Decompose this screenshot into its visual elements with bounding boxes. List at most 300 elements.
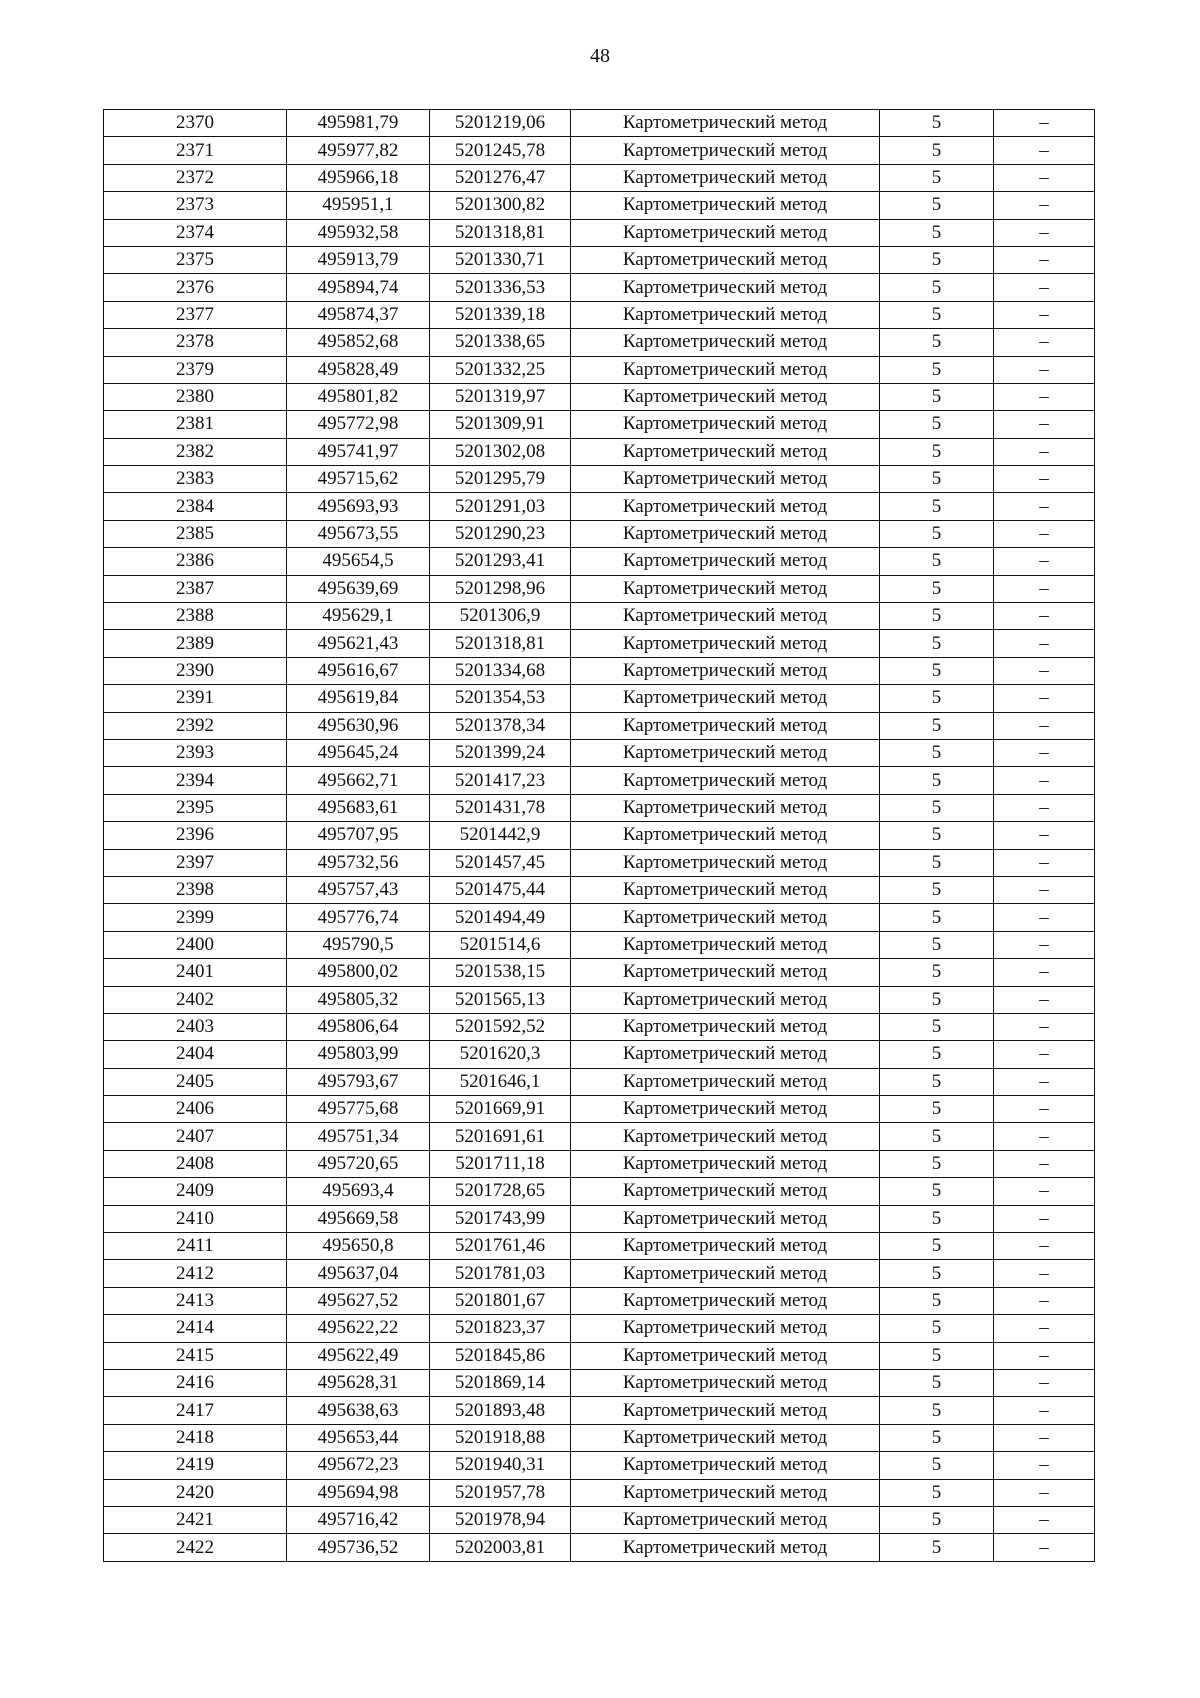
point-number-cell: 2416 <box>104 1369 287 1396</box>
point-number-cell: 2407 <box>104 1123 287 1150</box>
description-cell: – <box>994 630 1095 657</box>
description-cell: – <box>994 1397 1095 1424</box>
description-cell: – <box>994 794 1095 821</box>
x-coordinate-cell: 495621,43 <box>287 630 430 657</box>
description-cell: – <box>994 1096 1095 1123</box>
x-coordinate-cell: 495654,5 <box>287 548 430 575</box>
y-coordinate-cell: 5201298,96 <box>430 575 571 602</box>
table-row <box>104 1178 1095 1205</box>
table-row <box>104 876 1095 903</box>
description-cell: – <box>994 931 1095 958</box>
x-coordinate-cell: 495932,58 <box>287 219 430 246</box>
accuracy-cell: 5 <box>880 1397 994 1424</box>
point-number-cell: 2410 <box>104 1205 287 1232</box>
x-coordinate-cell: 495619,84 <box>287 685 430 712</box>
method-cell: Картометрический метод <box>571 274 880 301</box>
accuracy-cell: 5 <box>880 1369 994 1396</box>
table-row <box>104 712 1095 739</box>
accuracy-cell: 5 <box>880 1287 994 1314</box>
y-coordinate-cell: 5201302,08 <box>430 438 571 465</box>
method-cell: Картометрический метод <box>571 438 880 465</box>
point-number-cell: 2400 <box>104 931 287 958</box>
table-row <box>104 1013 1095 1040</box>
point-number-cell: 2374 <box>104 219 287 246</box>
accuracy-cell: 5 <box>880 739 994 766</box>
accuracy-cell: 5 <box>880 164 994 191</box>
method-cell: Картометрический метод <box>571 219 880 246</box>
accuracy-cell: 5 <box>880 1123 994 1150</box>
point-number-cell: 2406 <box>104 1096 287 1123</box>
x-coordinate-cell: 495616,67 <box>287 657 430 684</box>
table-row <box>104 246 1095 273</box>
x-coordinate-cell: 495645,24 <box>287 739 430 766</box>
y-coordinate-cell: 5201306,9 <box>430 603 571 630</box>
description-cell: – <box>994 1479 1095 1506</box>
y-coordinate-cell: 5201330,71 <box>430 246 571 273</box>
method-cell: Картометрический метод <box>571 1096 880 1123</box>
description-cell: – <box>994 876 1095 903</box>
point-number-cell: 2383 <box>104 466 287 493</box>
description-cell: – <box>994 904 1095 931</box>
method-cell: Картометрический метод <box>571 931 880 958</box>
y-coordinate-cell: 5201620,3 <box>430 1041 571 1068</box>
method-cell: Картометрический метод <box>571 657 880 684</box>
y-coordinate-cell: 5201691,61 <box>430 1123 571 1150</box>
accuracy-cell: 5 <box>880 630 994 657</box>
accuracy-cell: 5 <box>880 1068 994 1095</box>
point-number-cell: 2388 <box>104 603 287 630</box>
method-cell: Картометрический метод <box>571 411 880 438</box>
accuracy-cell: 5 <box>880 1506 994 1533</box>
x-coordinate-cell: 495977,82 <box>287 137 430 164</box>
method-cell: Картометрический метод <box>571 822 880 849</box>
method-cell: Картометрический метод <box>571 794 880 821</box>
y-coordinate-cell: 5201592,52 <box>430 1013 571 1040</box>
accuracy-cell: 5 <box>880 1534 994 1561</box>
description-cell: – <box>994 438 1095 465</box>
description-cell: – <box>994 1205 1095 1232</box>
table-row <box>104 274 1095 301</box>
y-coordinate-cell: 5201978,94 <box>430 1506 571 1533</box>
description-cell: – <box>994 520 1095 547</box>
description-cell: – <box>994 274 1095 301</box>
table-row <box>104 1205 1095 1232</box>
y-coordinate-cell: 5201711,18 <box>430 1150 571 1177</box>
accuracy-cell: 5 <box>880 1013 994 1040</box>
method-cell: Картометрический метод <box>571 1123 880 1150</box>
point-number-cell: 2394 <box>104 767 287 794</box>
point-number-cell: 2396 <box>104 822 287 849</box>
description-cell: – <box>994 767 1095 794</box>
y-coordinate-cell: 5201318,81 <box>430 630 571 657</box>
table-row <box>104 575 1095 602</box>
description-cell: – <box>994 411 1095 438</box>
method-cell: Картометрический метод <box>571 1452 880 1479</box>
method-cell: Картометрический метод <box>571 1260 880 1287</box>
accuracy-cell: 5 <box>880 356 994 383</box>
method-cell: Картометрический метод <box>571 1150 880 1177</box>
x-coordinate-cell: 495801,82 <box>287 383 430 410</box>
table-row <box>104 137 1095 164</box>
method-cell: Картометрический метод <box>571 1342 880 1369</box>
accuracy-cell: 5 <box>880 959 994 986</box>
point-number-cell: 2390 <box>104 657 287 684</box>
y-coordinate-cell: 5201295,79 <box>430 466 571 493</box>
method-cell: Картометрический метод <box>571 1178 880 1205</box>
table-row <box>104 301 1095 328</box>
point-number-cell: 2371 <box>104 137 287 164</box>
accuracy-cell: 5 <box>880 192 994 219</box>
x-coordinate-cell: 495715,62 <box>287 466 430 493</box>
x-coordinate-cell: 495757,43 <box>287 876 430 903</box>
description-cell: – <box>994 822 1095 849</box>
y-coordinate-cell: 5201457,45 <box>430 849 571 876</box>
point-number-cell: 2393 <box>104 739 287 766</box>
method-cell: Картометрический метод <box>571 739 880 766</box>
y-coordinate-cell: 5201378,34 <box>430 712 571 739</box>
point-number-cell: 2392 <box>104 712 287 739</box>
x-coordinate-cell: 495673,55 <box>287 520 430 547</box>
y-coordinate-cell: 5201442,9 <box>430 822 571 849</box>
table-row <box>104 685 1095 712</box>
method-cell: Картометрический метод <box>571 493 880 520</box>
table-row <box>104 1260 1095 1287</box>
x-coordinate-cell: 495793,67 <box>287 1068 430 1095</box>
description-cell: – <box>994 192 1095 219</box>
description-cell: – <box>994 712 1095 739</box>
x-coordinate-cell: 495693,4 <box>287 1178 430 1205</box>
accuracy-cell: 5 <box>880 1233 994 1260</box>
x-coordinate-cell: 495852,68 <box>287 329 430 356</box>
x-coordinate-cell: 495966,18 <box>287 164 430 191</box>
point-number-cell: 2405 <box>104 1068 287 1095</box>
x-coordinate-cell: 495629,1 <box>287 603 430 630</box>
y-coordinate-cell: 5201417,23 <box>430 767 571 794</box>
accuracy-cell: 5 <box>880 849 994 876</box>
x-coordinate-cell: 495628,31 <box>287 1369 430 1396</box>
description-cell: – <box>994 1041 1095 1068</box>
point-number-cell: 2402 <box>104 986 287 1013</box>
description-cell: – <box>994 301 1095 328</box>
x-coordinate-cell: 495653,44 <box>287 1424 430 1451</box>
method-cell: Картометрический метод <box>571 1233 880 1260</box>
point-number-cell: 2420 <box>104 1479 287 1506</box>
point-number-cell: 2376 <box>104 274 287 301</box>
table-row <box>104 1506 1095 1533</box>
point-number-cell: 2395 <box>104 794 287 821</box>
description-cell: – <box>994 1369 1095 1396</box>
description-cell: – <box>994 575 1095 602</box>
point-number-cell: 2379 <box>104 356 287 383</box>
table-row <box>104 356 1095 383</box>
y-coordinate-cell: 5201354,53 <box>430 685 571 712</box>
y-coordinate-cell: 5201669,91 <box>430 1096 571 1123</box>
method-cell: Картометрический метод <box>571 1287 880 1314</box>
method-cell: Картометрический метод <box>571 1506 880 1533</box>
description-cell: – <box>994 657 1095 684</box>
method-cell: Картометрический метод <box>571 1205 880 1232</box>
description-cell: – <box>994 110 1095 137</box>
description-cell: – <box>994 1233 1095 1260</box>
method-cell: Картометрический метод <box>571 712 880 739</box>
y-coordinate-cell: 5201332,25 <box>430 356 571 383</box>
point-number-cell: 2381 <box>104 411 287 438</box>
method-cell: Картометрический метод <box>571 904 880 931</box>
y-coordinate-cell: 5201728,65 <box>430 1178 571 1205</box>
table-row <box>104 630 1095 657</box>
x-coordinate-cell: 495732,56 <box>287 849 430 876</box>
x-coordinate-cell: 495720,65 <box>287 1150 430 1177</box>
description-cell: – <box>994 493 1095 520</box>
y-coordinate-cell: 5201219,06 <box>430 110 571 137</box>
y-coordinate-cell: 5201339,18 <box>430 301 571 328</box>
accuracy-cell: 5 <box>880 1150 994 1177</box>
point-number-cell: 2387 <box>104 575 287 602</box>
y-coordinate-cell: 5201309,91 <box>430 411 571 438</box>
table-row <box>104 466 1095 493</box>
accuracy-cell: 5 <box>880 657 994 684</box>
description-cell: – <box>994 383 1095 410</box>
x-coordinate-cell: 495775,68 <box>287 1096 430 1123</box>
point-number-cell: 2384 <box>104 493 287 520</box>
table-row <box>104 110 1095 137</box>
point-number-cell: 2389 <box>104 630 287 657</box>
method-cell: Картометрический метод <box>571 137 880 164</box>
accuracy-cell: 5 <box>880 1260 994 1287</box>
table-row <box>104 548 1095 575</box>
y-coordinate-cell: 5201318,81 <box>430 219 571 246</box>
y-coordinate-cell: 5201293,41 <box>430 548 571 575</box>
table-row <box>104 1233 1095 1260</box>
accuracy-cell: 5 <box>880 137 994 164</box>
table-row <box>104 1424 1095 1451</box>
y-coordinate-cell: 5201845,86 <box>430 1342 571 1369</box>
point-number-cell: 2415 <box>104 1342 287 1369</box>
y-coordinate-cell: 5201245,78 <box>430 137 571 164</box>
method-cell: Картометрический метод <box>571 301 880 328</box>
point-number-cell: 2401 <box>104 959 287 986</box>
point-number-cell: 2399 <box>104 904 287 931</box>
x-coordinate-cell: 495951,1 <box>287 192 430 219</box>
table-row <box>104 1479 1095 1506</box>
table-row <box>104 1287 1095 1314</box>
table-row <box>104 1452 1095 1479</box>
accuracy-cell: 5 <box>880 301 994 328</box>
accuracy-cell: 5 <box>880 931 994 958</box>
method-cell: Картометрический метод <box>571 329 880 356</box>
description-cell: – <box>994 1342 1095 1369</box>
point-number-cell: 2378 <box>104 329 287 356</box>
table-row <box>104 1068 1095 1095</box>
table-row <box>104 1041 1095 1068</box>
y-coordinate-cell: 5201290,23 <box>430 520 571 547</box>
table-row <box>104 849 1095 876</box>
method-cell: Картометрический метод <box>571 876 880 903</box>
x-coordinate-cell: 495805,32 <box>287 986 430 1013</box>
accuracy-cell: 5 <box>880 575 994 602</box>
method-cell: Картометрический метод <box>571 383 880 410</box>
accuracy-cell: 5 <box>880 1178 994 1205</box>
coordinates-table-body <box>104 110 1095 1562</box>
description-cell: – <box>994 1506 1095 1533</box>
accuracy-cell: 5 <box>880 246 994 273</box>
table-row <box>104 603 1095 630</box>
table-row <box>104 1315 1095 1342</box>
y-coordinate-cell: 5201646,1 <box>430 1068 571 1095</box>
point-number-cell: 2382 <box>104 438 287 465</box>
table-row <box>104 739 1095 766</box>
point-number-cell: 2411 <box>104 1233 287 1260</box>
accuracy-cell: 5 <box>880 767 994 794</box>
description-cell: – <box>994 1123 1095 1150</box>
description-cell: – <box>994 137 1095 164</box>
accuracy-cell: 5 <box>880 329 994 356</box>
point-number-cell: 2375 <box>104 246 287 273</box>
page-number: 48 <box>590 45 610 67</box>
description-cell: – <box>994 219 1095 246</box>
x-coordinate-cell: 495627,52 <box>287 1287 430 1314</box>
accuracy-cell: 5 <box>880 603 994 630</box>
description-cell: – <box>994 603 1095 630</box>
y-coordinate-cell: 5201291,03 <box>430 493 571 520</box>
y-coordinate-cell: 5201399,24 <box>430 739 571 766</box>
accuracy-cell: 5 <box>880 493 994 520</box>
y-coordinate-cell: 5201538,15 <box>430 959 571 986</box>
point-number-cell: 2422 <box>104 1534 287 1561</box>
accuracy-cell: 5 <box>880 548 994 575</box>
x-coordinate-cell: 495630,96 <box>287 712 430 739</box>
x-coordinate-cell: 495800,02 <box>287 959 430 986</box>
method-cell: Картометрический метод <box>571 1534 880 1561</box>
method-cell: Картометрический метод <box>571 1397 880 1424</box>
method-cell: Картометрический метод <box>571 1041 880 1068</box>
accuracy-cell: 5 <box>880 1479 994 1506</box>
method-cell: Картометрический метод <box>571 575 880 602</box>
y-coordinate-cell: 5201431,78 <box>430 794 571 821</box>
x-coordinate-cell: 495672,23 <box>287 1452 430 1479</box>
point-number-cell: 2397 <box>104 849 287 876</box>
description-cell: – <box>994 1068 1095 1095</box>
accuracy-cell: 5 <box>880 383 994 410</box>
method-cell: Картометрический метод <box>571 1424 880 1451</box>
method-cell: Картометрический метод <box>571 767 880 794</box>
point-number-cell: 2403 <box>104 1013 287 1040</box>
description-cell: – <box>994 986 1095 1013</box>
accuracy-cell: 5 <box>880 520 994 547</box>
description-cell: – <box>994 849 1095 876</box>
y-coordinate-cell: 5201300,82 <box>430 192 571 219</box>
point-number-cell: 2408 <box>104 1150 287 1177</box>
table-row <box>104 520 1095 547</box>
y-coordinate-cell: 5202003,81 <box>430 1534 571 1561</box>
method-cell: Картометрический метод <box>571 1479 880 1506</box>
y-coordinate-cell: 5201565,13 <box>430 986 571 1013</box>
x-coordinate-cell: 495803,99 <box>287 1041 430 1068</box>
y-coordinate-cell: 5201319,97 <box>430 383 571 410</box>
accuracy-cell: 5 <box>880 274 994 301</box>
accuracy-cell: 5 <box>880 904 994 931</box>
coordinates-table <box>103 109 1095 1562</box>
x-coordinate-cell: 495716,42 <box>287 1506 430 1533</box>
accuracy-cell: 5 <box>880 712 994 739</box>
y-coordinate-cell: 5201940,31 <box>430 1452 571 1479</box>
y-coordinate-cell: 5201514,6 <box>430 931 571 958</box>
table-row <box>104 794 1095 821</box>
y-coordinate-cell: 5201893,48 <box>430 1397 571 1424</box>
accuracy-cell: 5 <box>880 876 994 903</box>
x-coordinate-cell: 495638,63 <box>287 1397 430 1424</box>
table-row <box>104 438 1095 465</box>
method-cell: Картометрический метод <box>571 110 880 137</box>
x-coordinate-cell: 495790,5 <box>287 931 430 958</box>
table-row <box>104 767 1095 794</box>
table-row <box>104 822 1095 849</box>
accuracy-cell: 5 <box>880 466 994 493</box>
accuracy-cell: 5 <box>880 685 994 712</box>
accuracy-cell: 5 <box>880 822 994 849</box>
y-coordinate-cell: 5201823,37 <box>430 1315 571 1342</box>
table-row <box>104 657 1095 684</box>
method-cell: Картометрический метод <box>571 548 880 575</box>
description-cell: – <box>994 1452 1095 1479</box>
x-coordinate-cell: 495683,61 <box>287 794 430 821</box>
description-cell: – <box>994 1260 1095 1287</box>
description-cell: – <box>994 959 1095 986</box>
x-coordinate-cell: 495776,74 <box>287 904 430 931</box>
x-coordinate-cell: 495637,04 <box>287 1260 430 1287</box>
accuracy-cell: 5 <box>880 1424 994 1451</box>
description-cell: – <box>994 1013 1095 1040</box>
method-cell: Картометрический метод <box>571 164 880 191</box>
point-number-cell: 2372 <box>104 164 287 191</box>
point-number-cell: 2413 <box>104 1287 287 1314</box>
description-cell: – <box>994 1150 1095 1177</box>
accuracy-cell: 5 <box>880 219 994 246</box>
accuracy-cell: 5 <box>880 438 994 465</box>
x-coordinate-cell: 495874,37 <box>287 301 430 328</box>
y-coordinate-cell: 5201475,44 <box>430 876 571 903</box>
accuracy-cell: 5 <box>880 794 994 821</box>
point-number-cell: 2409 <box>104 1178 287 1205</box>
description-cell: – <box>994 739 1095 766</box>
x-coordinate-cell: 495707,95 <box>287 822 430 849</box>
y-coordinate-cell: 5201781,03 <box>430 1260 571 1287</box>
y-coordinate-cell: 5201336,53 <box>430 274 571 301</box>
point-number-cell: 2414 <box>104 1315 287 1342</box>
method-cell: Картометрический метод <box>571 630 880 657</box>
point-number-cell: 2391 <box>104 685 287 712</box>
description-cell: – <box>994 246 1095 273</box>
x-coordinate-cell: 495622,49 <box>287 1342 430 1369</box>
table-row <box>104 986 1095 1013</box>
table-row <box>104 1369 1095 1396</box>
y-coordinate-cell: 5201957,78 <box>430 1479 571 1506</box>
method-cell: Картометрический метод <box>571 1315 880 1342</box>
description-cell: – <box>994 1534 1095 1561</box>
table-row <box>104 1534 1095 1561</box>
table-row <box>104 164 1095 191</box>
x-coordinate-cell: 495694,98 <box>287 1479 430 1506</box>
description-cell: – <box>994 685 1095 712</box>
method-cell: Картометрический метод <box>571 986 880 1013</box>
point-number-cell: 2421 <box>104 1506 287 1533</box>
x-coordinate-cell: 495639,69 <box>287 575 430 602</box>
y-coordinate-cell: 5201801,67 <box>430 1287 571 1314</box>
description-cell: – <box>994 548 1095 575</box>
table-row <box>104 1397 1095 1424</box>
y-coordinate-cell: 5201338,65 <box>430 329 571 356</box>
description-cell: – <box>994 1424 1095 1451</box>
